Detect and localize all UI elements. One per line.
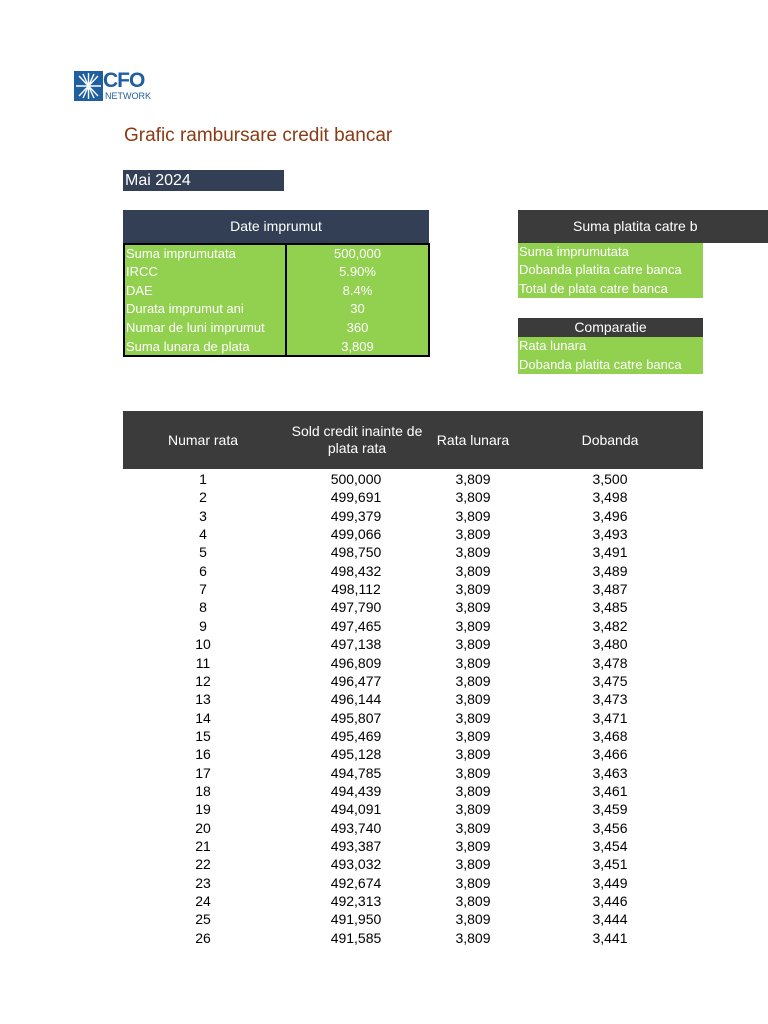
balance-before-payment-cell: 498,432 [330, 562, 382, 579]
table-row [123, 617, 703, 635]
installment-number-cell: 2 [199, 489, 207, 506]
monthly-payment-cell: 3,809 [455, 856, 491, 873]
installment-number-cell: 7 [199, 581, 207, 598]
col-header-monthly: Rata lunara [436, 431, 510, 448]
installment-number-cell: 24 [195, 893, 211, 910]
comparison-block [518, 337, 703, 374]
table-row [123, 507, 703, 525]
table-row [123, 837, 703, 855]
table-row [123, 470, 703, 488]
installment-number-cell: 5 [199, 544, 207, 561]
balance-before-payment-cell: 499,691 [330, 489, 382, 506]
col-header-installment: Numar rata [167, 431, 239, 448]
balance-before-payment-cell: 497,790 [330, 599, 382, 616]
star-icon [74, 71, 103, 101]
balance-before-payment-cell: 492,313 [330, 893, 382, 910]
installment-number-cell: 25 [195, 911, 211, 928]
table-row [123, 874, 703, 892]
loan-data-header: Date imprumut [123, 210, 429, 243]
loan-value: 8.4% [342, 283, 373, 298]
interest-cell: 3,454 [592, 838, 628, 854]
installment-number-cell: 8 [199, 599, 207, 616]
monthly-payment-cell: 3,809 [455, 544, 491, 561]
interest-cell: 3,493 [592, 526, 628, 543]
installment-number-cell: 22 [195, 856, 211, 873]
balance-before-payment-cell: 491,950 [330, 911, 382, 928]
interest-cell: 3,466 [592, 746, 628, 763]
monthly-payment-cell: 3,809 [455, 599, 491, 616]
monthly-payment-cell: 3,809 [455, 764, 491, 781]
balance-before-payment-cell: 497,465 [330, 617, 382, 634]
date-label: Mai 2024 [123, 170, 284, 191]
loan-value: 3,809 [341, 339, 374, 354]
interest-cell: 3,500 [592, 471, 628, 487]
balance-before-payment-cell: 494,785 [330, 764, 382, 781]
table-row [123, 562, 703, 580]
table-row [123, 654, 703, 672]
loan-label: IRCC [126, 264, 158, 279]
table-row [123, 800, 703, 818]
balance-before-payment-cell: 499,379 [330, 507, 382, 524]
installment-number-cell: 20 [195, 819, 211, 836]
cfo-network-logo [74, 71, 160, 103]
balance-before-payment-cell: 495,469 [330, 727, 382, 744]
balance-before-payment-cell: 498,112 [331, 581, 381, 598]
col-header-balance: Sold credit inainte de plata rata [291, 423, 423, 456]
loan-row [125, 338, 428, 357]
balance-before-payment-cell: 494,091 [330, 801, 382, 818]
interest-cell: 3,482 [592, 617, 628, 634]
table-row [123, 727, 703, 745]
table-row [123, 910, 703, 928]
table-row [123, 855, 703, 873]
interest-cell: 3,491 [592, 544, 628, 561]
table-row [123, 709, 703, 727]
installment-number-cell: 23 [195, 874, 211, 891]
paid-line: Dobanda platita catre banca [519, 262, 682, 277]
balance-before-payment-cell: 495,128 [330, 746, 382, 763]
table-row [123, 892, 703, 910]
installment-number-cell: 6 [199, 562, 207, 579]
interest-cell: 3,475 [592, 672, 628, 689]
balance-before-payment-cell: 494,439 [330, 782, 382, 799]
installment-number-cell: 17 [195, 764, 211, 781]
loan-row [125, 300, 428, 319]
loan-row [125, 245, 428, 264]
table-row [123, 819, 703, 837]
monthly-payment-cell: 3,809 [455, 911, 491, 928]
table-row [123, 525, 703, 543]
installment-number-cell: 12 [195, 672, 211, 689]
table-row [123, 690, 703, 708]
installment-number-cell: 9 [199, 617, 207, 634]
table-row [123, 929, 703, 947]
table-row [123, 745, 703, 763]
comparison-line: Dobanda platita catre banca [519, 357, 682, 372]
monthly-payment-cell: 3,809 [455, 782, 491, 799]
monthly-payment-cell: 3,809 [455, 746, 491, 763]
loan-value: 30 [350, 301, 365, 316]
paid-line: Suma imprumutata [519, 244, 629, 259]
interest-cell: 3,449 [592, 874, 628, 891]
installment-number-cell: 19 [195, 801, 211, 818]
interest-cell: 3,459 [592, 801, 628, 818]
loan-label: Suma lunara de plata [126, 339, 250, 354]
loan-row [125, 282, 428, 301]
interest-cell: 3,478 [592, 654, 628, 671]
schedule-header [123, 411, 703, 469]
installment-number-cell: 11 [195, 654, 211, 671]
loan-row [125, 319, 428, 338]
table-row [123, 782, 703, 800]
monthly-payment-cell: 3,809 [455, 709, 491, 726]
balance-before-payment-cell: 495,807 [330, 709, 382, 726]
monthly-payment-cell: 3,809 [455, 562, 491, 579]
monthly-payment-cell: 3,809 [455, 838, 491, 854]
loan-label: Numar de luni imprumut [126, 320, 265, 335]
installment-number-cell: 21 [195, 838, 211, 854]
interest-cell: 3,496 [592, 507, 628, 524]
interest-cell: 3,456 [592, 819, 628, 836]
monthly-payment-cell: 3,809 [455, 507, 491, 524]
balance-before-payment-cell: 493,387 [330, 838, 382, 854]
balance-before-payment-cell: 496,477 [330, 672, 382, 689]
loan-label: DAE [126, 283, 153, 298]
paid-to-bank-block [518, 243, 703, 298]
loan-value: 5.90% [339, 264, 376, 279]
loan-label: Durata imprumut ani [126, 301, 244, 316]
monthly-payment-cell: 3,809 [455, 727, 491, 744]
table-row [123, 598, 703, 616]
installment-number-cell: 4 [199, 526, 207, 543]
installment-number-cell: 26 [195, 929, 211, 946]
comparison-header: Comparatie [518, 318, 703, 337]
monthly-payment-cell: 3,809 [455, 489, 491, 506]
balance-before-payment-cell: 496,144 [330, 691, 382, 708]
balance-before-payment-cell: 493,032 [330, 856, 382, 873]
balance-before-payment-cell: 493,740 [330, 819, 382, 836]
interest-cell: 3,480 [592, 636, 628, 653]
interest-cell: 3,446 [592, 893, 628, 910]
balance-before-payment-cell: 491,585 [330, 929, 382, 946]
page-title: Grafic rambursare credit bancar [124, 125, 393, 146]
monthly-payment-cell: 3,809 [455, 819, 491, 836]
monthly-payment-cell: 3,809 [455, 617, 491, 634]
table-row [123, 488, 703, 506]
col-header-interest: Dobanda [581, 431, 639, 448]
installment-number-cell: 18 [195, 782, 211, 799]
balance-before-payment-cell: 500,000 [330, 471, 382, 487]
balance-before-payment-cell: 496,809 [330, 654, 382, 671]
paid-to-bank-title: Suma platita catre b [573, 218, 698, 234]
interest-cell: 3,487 [592, 581, 628, 598]
interest-cell: 3,485 [592, 599, 628, 616]
interest-cell: 3,441 [592, 929, 628, 946]
monthly-payment-cell: 3,809 [455, 581, 491, 598]
loan-data-table [123, 243, 430, 357]
interest-cell: 3,461 [592, 782, 628, 799]
table-row [123, 543, 703, 561]
monthly-payment-cell: 3,809 [455, 691, 491, 708]
monthly-payment-cell: 3,809 [455, 929, 491, 946]
installment-number-cell: 13 [195, 691, 211, 708]
table-row [123, 672, 703, 690]
loan-row [125, 263, 428, 282]
monthly-payment-cell: 3,809 [455, 526, 491, 543]
comparison-line: Rata lunara [519, 338, 587, 353]
monthly-payment-cell: 3,809 [455, 893, 491, 910]
interest-cell: 3,444 [592, 911, 628, 928]
installment-number-cell: 15 [195, 727, 211, 744]
interest-cell: 3,473 [592, 691, 628, 708]
interest-cell: 3,463 [592, 764, 628, 781]
balance-before-payment-cell: 492,674 [330, 874, 382, 891]
balance-before-payment-cell: 499,066 [330, 526, 382, 543]
table-row [123, 764, 703, 782]
table-row [123, 580, 703, 598]
paid-line: Total de plata catre banca [519, 281, 668, 296]
loan-value: 500,000 [334, 246, 381, 261]
logo-brand: CFO [103, 69, 145, 92]
installment-number-cell: 14 [195, 709, 211, 726]
monthly-payment-cell: 3,809 [455, 801, 491, 818]
interest-cell: 3,451 [592, 856, 628, 873]
installment-number-cell: 1 [199, 471, 207, 487]
interest-cell: 3,498 [592, 489, 628, 506]
table-row [123, 635, 703, 653]
interest-cell: 3,468 [592, 727, 628, 744]
monthly-payment-cell: 3,809 [455, 672, 491, 689]
loan-value: 360 [346, 320, 369, 335]
monthly-payment-cell: 3,809 [455, 654, 491, 671]
loan-label: Suma imprumutata [126, 246, 236, 261]
interest-cell: 3,471 [592, 709, 628, 726]
balance-before-payment-cell: 498,750 [330, 544, 382, 561]
logo-sub: NETWORK [105, 91, 151, 101]
monthly-payment-cell: 3,809 [455, 636, 491, 653]
installment-number-cell: 10 [195, 636, 211, 653]
balance-before-payment-cell: 497,138 [330, 636, 382, 653]
monthly-payment-cell: 3,809 [455, 471, 491, 487]
interest-cell: 3,489 [592, 562, 628, 579]
monthly-payment-cell: 3,809 [455, 874, 491, 891]
paid-to-bank-header [518, 210, 768, 243]
installment-number-cell: 3 [199, 507, 207, 524]
installment-number-cell: 16 [195, 746, 211, 763]
